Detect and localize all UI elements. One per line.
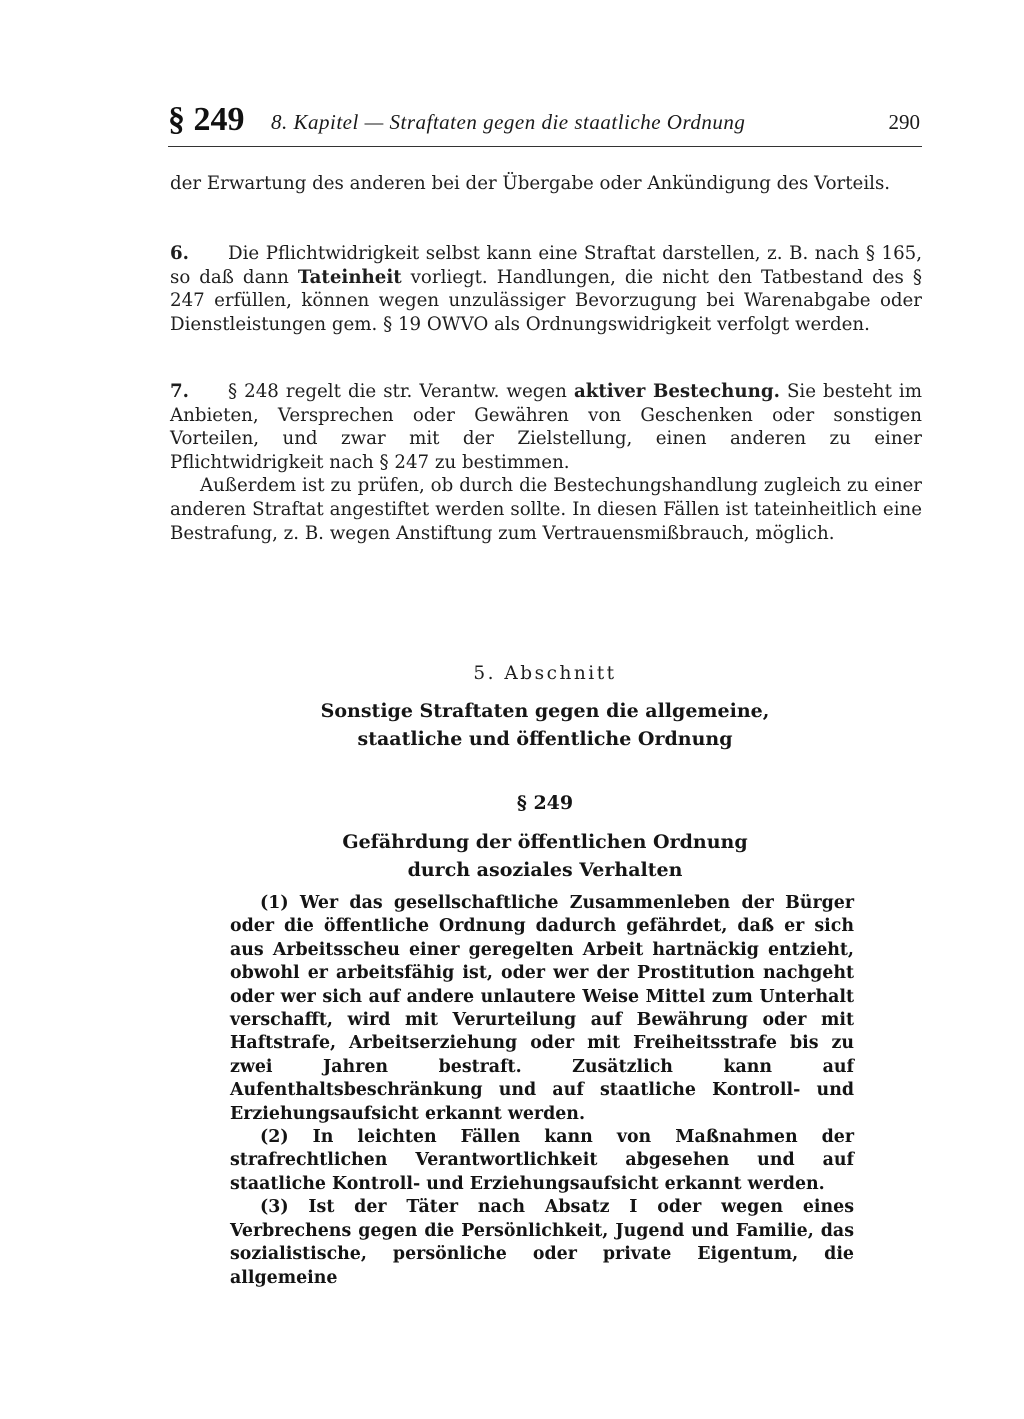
section-label: 5. Abschnitt <box>473 663 617 684</box>
note-number: 6. <box>170 243 189 264</box>
note-number: 7. <box>170 381 189 402</box>
section-title-line: staatliche und öffentliche Ordnung <box>357 728 733 750</box>
note-emphasis: aktiver Bestechung. <box>573 381 780 402</box>
section-title <box>168 697 922 753</box>
header-section-number: § 249 <box>168 101 245 138</box>
page-number: 290 <box>888 110 920 134</box>
header-rule <box>168 146 922 147</box>
paragraph-title-line: Gefährdung der öffentlichen Ordnung <box>342 831 748 853</box>
commentary-note-7 <box>170 380 922 545</box>
commentary-continuation-text: der Erwartung des anderen bei der Übergabe oder Ankündigung des Vorteils. <box>170 173 891 194</box>
running-header <box>168 98 922 142</box>
note-text: Die Pflichtwidrigkeit selbst kann eine Straftat darstellen, z. B. nach § 165, so daß dann <box>170 243 922 288</box>
law-clause-2: (2) In leichten Fällen kann von Maßnahmen der strafrechtlichen Verantwortlichkeit abgesehen und auf staatliche Kontroll- und Erziehungsaufsicht erkannt werden. <box>230 1127 854 1194</box>
note-paragraph: Außerdem ist zu prüfen, ob durch die Bestechungshandlung zugleich zu einer anderen Straftat angestiftet werden sollte. In diesen Fällen ist tateinheitlich eine Bestrafung, z. B. wegen Anstiftung zum Vertrauensmißbrauch, möglich. <box>170 475 922 544</box>
law-clause-1: (1) Wer das gesellschaftliche Zusammenleben der Bürger oder die öffentliche Ordnung dadurch gefährdet, daß er sich aus Arbeitsscheu einer geregelten Arbeit hartnäckig entzieht, obwohl er arbeitsfähig ist, oder wer der Prostitution nachgeht oder wer sich auf andere unlautere Weise Mittel zum Unterhalt verschafft, wird mit Verurteilung auf Bewährung oder mit Haftstrafe, Arbeitserziehung oder mit Freiheitsstrafe bis zu zwei Jahren bestraft. Zusätzlich kann auf Aufenthaltsbeschränkung und auf staatliche Kontroll- und Erziehungsaufsicht erkannt werden. <box>230 893 854 1124</box>
note-text-continued: Sie besteht im Anbieten, Versprechen oder Gewähren von Geschenken oder sonstigen Vorteilen, und zwar mit der Zielstellung, einen anderen zu einer Pflichtwidrigkeit nach § 247 zu bestimmen. <box>170 381 922 473</box>
paragraph-title-line: durch asoziales Verhalten <box>407 859 683 881</box>
paragraph-title <box>168 828 922 884</box>
note-text: § 248 regelt die str. Verantw. wegen <box>228 381 574 402</box>
note-emphasis: Tateinheit <box>297 266 402 288</box>
section-title-line: Sonstige Straftaten gegen die allgemeine, <box>320 700 770 722</box>
law-clause-3: (3) Ist der Täter nach Absatz I oder wegen eines Verbrechens gegen die Persönlichkeit, Jugend und Familie, das sozialistische, persönliche oder private Eigentum, die allgemeine <box>230 1197 854 1288</box>
law-text <box>230 892 854 1290</box>
paragraph-number: § 249 <box>516 792 574 814</box>
commentary-continuation <box>170 172 922 196</box>
commentary-note-6 <box>170 242 922 336</box>
note-text-continued: vorliegt. Handlungen, die nicht den Tatbestand des § 247 erfüllen, können wegen unzulässiger Bevorzugung bei Warenabgabe oder Dienstleistungen gem. § 19 OWVO als Ordnungswidrigkeit verfolgt werden. <box>170 266 922 335</box>
header-chapter-title: 8. Kapitel — Straftaten gegen die staatliche Ordnung <box>271 110 746 134</box>
